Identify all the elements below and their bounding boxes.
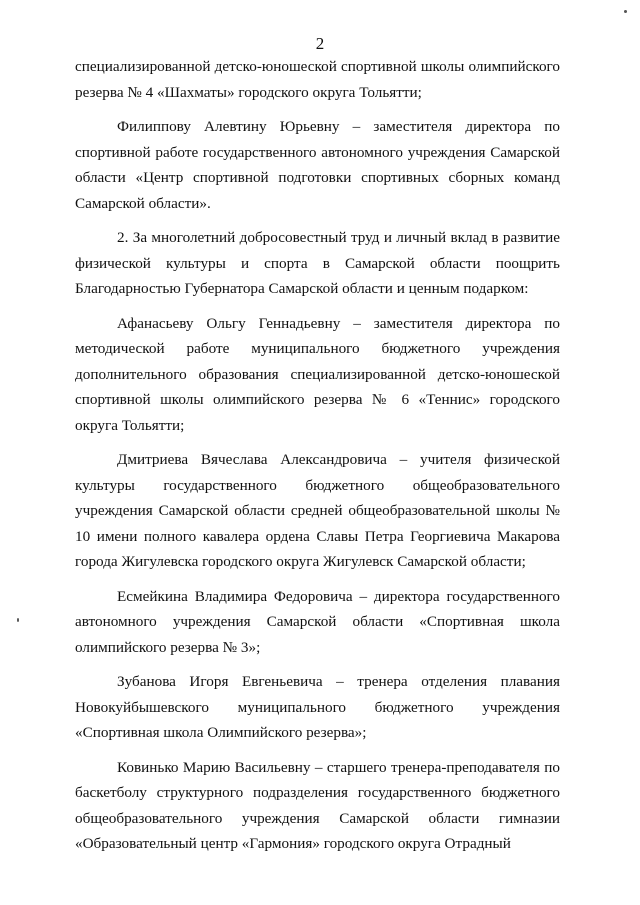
paragraph-continuation: специализированной детско-юношеской спортивной школы олимпийского резерва № 4 «Шахматы» городского округа Тольятти;	[75, 58, 560, 101]
paragraph-clause-2: 2. За многолетний добросовестный труд и личный вклад в развитие физической культуры и спорта в Самарской области поощрить Благодарностью Губернатора Самарской области и ценным подарком:	[75, 229, 560, 297]
paragraph-esmeykin: Есмейкина Владимира Федоровича – директора государственного автономного учреждения Самарской области «Спортивная школа олимпийского резерва № 3»;	[75, 587, 560, 656]
document-body	[75, 54, 560, 857]
paragraph-dmitriev: Дмитриева Вячеслава Александровича – учителя физической культуры государственного бюджетного общеобразовательного учреждения Самарской области средней общеобразовательной школы № 10 имени полного кавалера ордена Славы Петра Георгиевича Макарова города Жигулевска городского округа Жигулевск Самарской области;	[75, 451, 560, 570]
scan-speck-mark	[17, 618, 19, 622]
scan-speck-mark	[624, 10, 627, 13]
paragraph-filippova: Филиппову Алевтину Юрьевну – заместителя директора по спортивной работе государственного автономного учреждения Самарской области «Центр спортивной подготовки спортивных сборных команд Самарской области».	[75, 118, 560, 212]
paragraph-zubanov: Зубанова Игоря Евгеньевича – тренера отделения плавания Новокуйбышевского муниципального бюджетного учреждения «Спортивная школа Олимпийского резерва»;	[75, 673, 560, 741]
paragraph-afanasyeva: Афанасьеву Ольгу Геннадьевну – заместителя директора по методической работе муниципального бюджетного учреждения дополнительного образования специализированной детско-юношеской спортивной школы олимпийского резерва № 6 «Теннис» городского округа Тольятти;	[75, 314, 560, 434]
paragraph-kovinko: Ковинько Марию Васильевну – старшего тренера-преподавателя по баскетболу структурного подразделения государственного бюджетного общеобразовательного учреждения Самарской области гимназии «Образовательный центр «Гармония» городского округа Отрадный	[75, 758, 560, 852]
page-number: 2	[315, 34, 325, 53]
